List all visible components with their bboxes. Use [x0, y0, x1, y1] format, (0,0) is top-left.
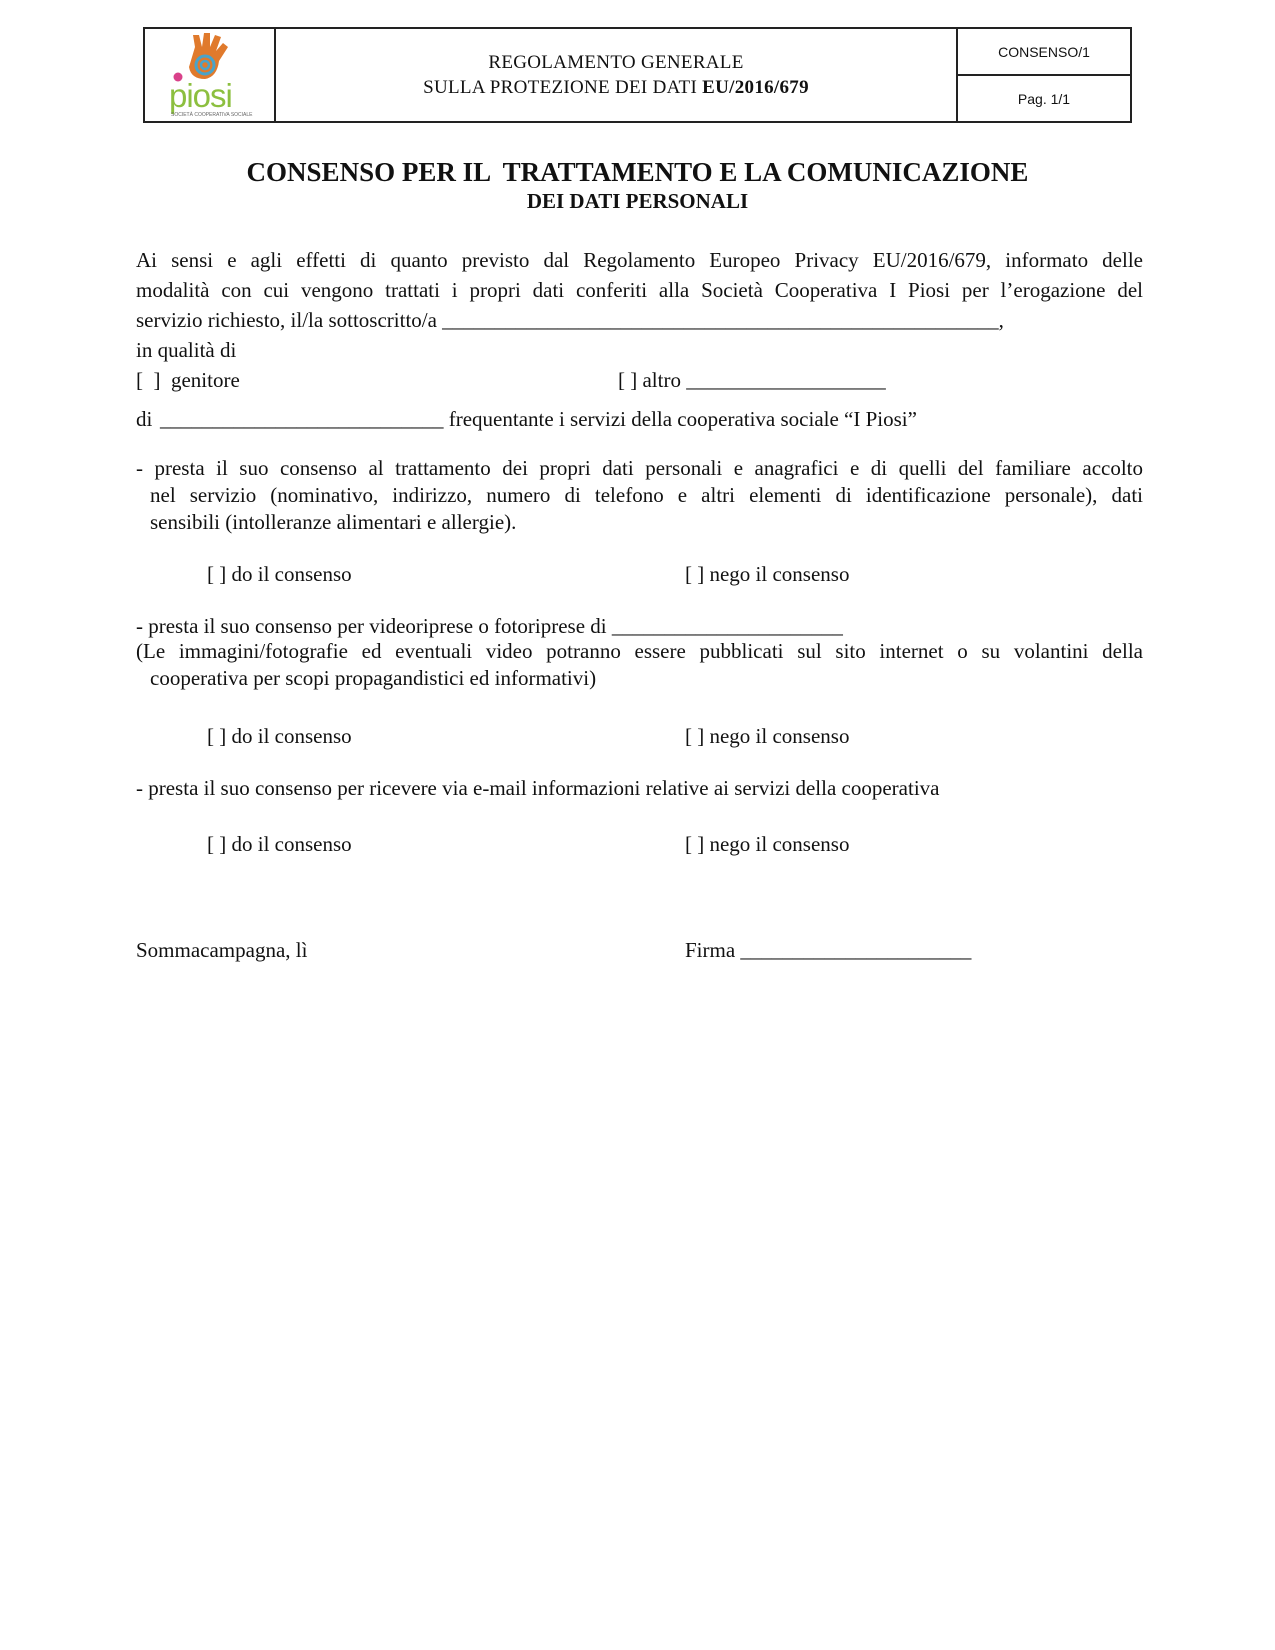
section2-line2: (Le immagini/fotografie ed eventuali video potranno essere pubblicati sul sito internet o su volantini della [136, 639, 1143, 663]
logo-cell [145, 29, 276, 121]
intro-line1: Ai sensi e agli effetti di quanto previsto dal Regolamento Europeo Privacy EU/2016/679, informato delle [136, 248, 1143, 272]
role-other-checkbox[interactable]: [ ] altro ___________________ [618, 368, 886, 392]
section3-line1: - presta il suo consenso per ricevere via e-mail informazioni relative ai servizi della cooperativa [136, 776, 940, 800]
section2-line3: cooperativa per scopi propagandistici ed informativi) [150, 666, 597, 690]
header-meta [958, 29, 1130, 121]
intro-line2: modalità con cui vengono trattati i propri dati conferiti alla Società Cooperativa I Piosi per l’erogazione del [136, 278, 1143, 302]
section2-line1: - presta il suo consenso per videoriprese o fotoriprese di ______________________ [136, 614, 843, 638]
document-header [143, 27, 1132, 123]
section1-line3: sensibili (intolleranze alimentari e allergie). [150, 510, 517, 534]
intro-line3: servizio richiesto, il/la sottoscritto/a _____________________________________________________, [136, 308, 1004, 332]
section2-give-consent-checkbox[interactable]: [ ] do il consenso [207, 724, 352, 748]
page-number: Pag. 1/1 [1017, 90, 1071, 107]
document-code: CONSENSO/1 [958, 29, 1130, 76]
logo-wordmark: piosi [169, 77, 232, 114]
header-title-line1: REGOLAMENTO GENERALE [488, 52, 744, 73]
cooperative-logo-icon [165, 33, 257, 121]
intro-line4: in qualità di [136, 338, 237, 362]
section1-give-consent-checkbox[interactable]: [ ] do il consenso [207, 562, 352, 586]
header-title [276, 29, 958, 121]
signature-field[interactable]: Firma ______________________ [685, 938, 972, 962]
svg-text:SOCIETÀ COOPERATIVA SOCIALE: SOCIETÀ COOPERATIVA SOCIALE [171, 112, 253, 118]
section2-deny-consent-checkbox[interactable]: [ ] nego il consenso [685, 724, 850, 748]
role-parent-checkbox[interactable]: [ ] genitore [136, 368, 240, 392]
section3-give-consent-checkbox[interactable]: [ ] do il consenso [207, 832, 352, 856]
attending-line: ___________________________ frequentante i servizi della cooperativa sociale “I Piosi” [160, 407, 917, 431]
section3-deny-consent-checkbox[interactable]: [ ] nego il consenso [685, 832, 850, 856]
header-title-regulation: EU/2016/679 [702, 77, 809, 98]
place-date-label: Sommacampagna, lì [136, 938, 308, 962]
header-title-line2 [423, 75, 809, 100]
section1-deny-consent-checkbox[interactable]: [ ] nego il consenso [685, 562, 850, 586]
section1-line2: nel servizio (nominativo, indirizzo, numero di telefono e altri elementi di identificazione personale), dati [150, 483, 1143, 507]
of-label: di [136, 407, 153, 431]
header-title-prefix: SULLA PROTEZIONE DEI DATI [423, 77, 703, 98]
document-title: CONSENSO PER IL TRATTAMENTO E LA COMUNICAZIONE [246, 157, 1029, 187]
section1-line1: - presta il suo consenso al trattamento dei propri dati personali e anagrafici e di quelli del familiare accolto [136, 456, 1143, 480]
document-subtitle: DEI DATI PERSONALI [526, 189, 749, 213]
